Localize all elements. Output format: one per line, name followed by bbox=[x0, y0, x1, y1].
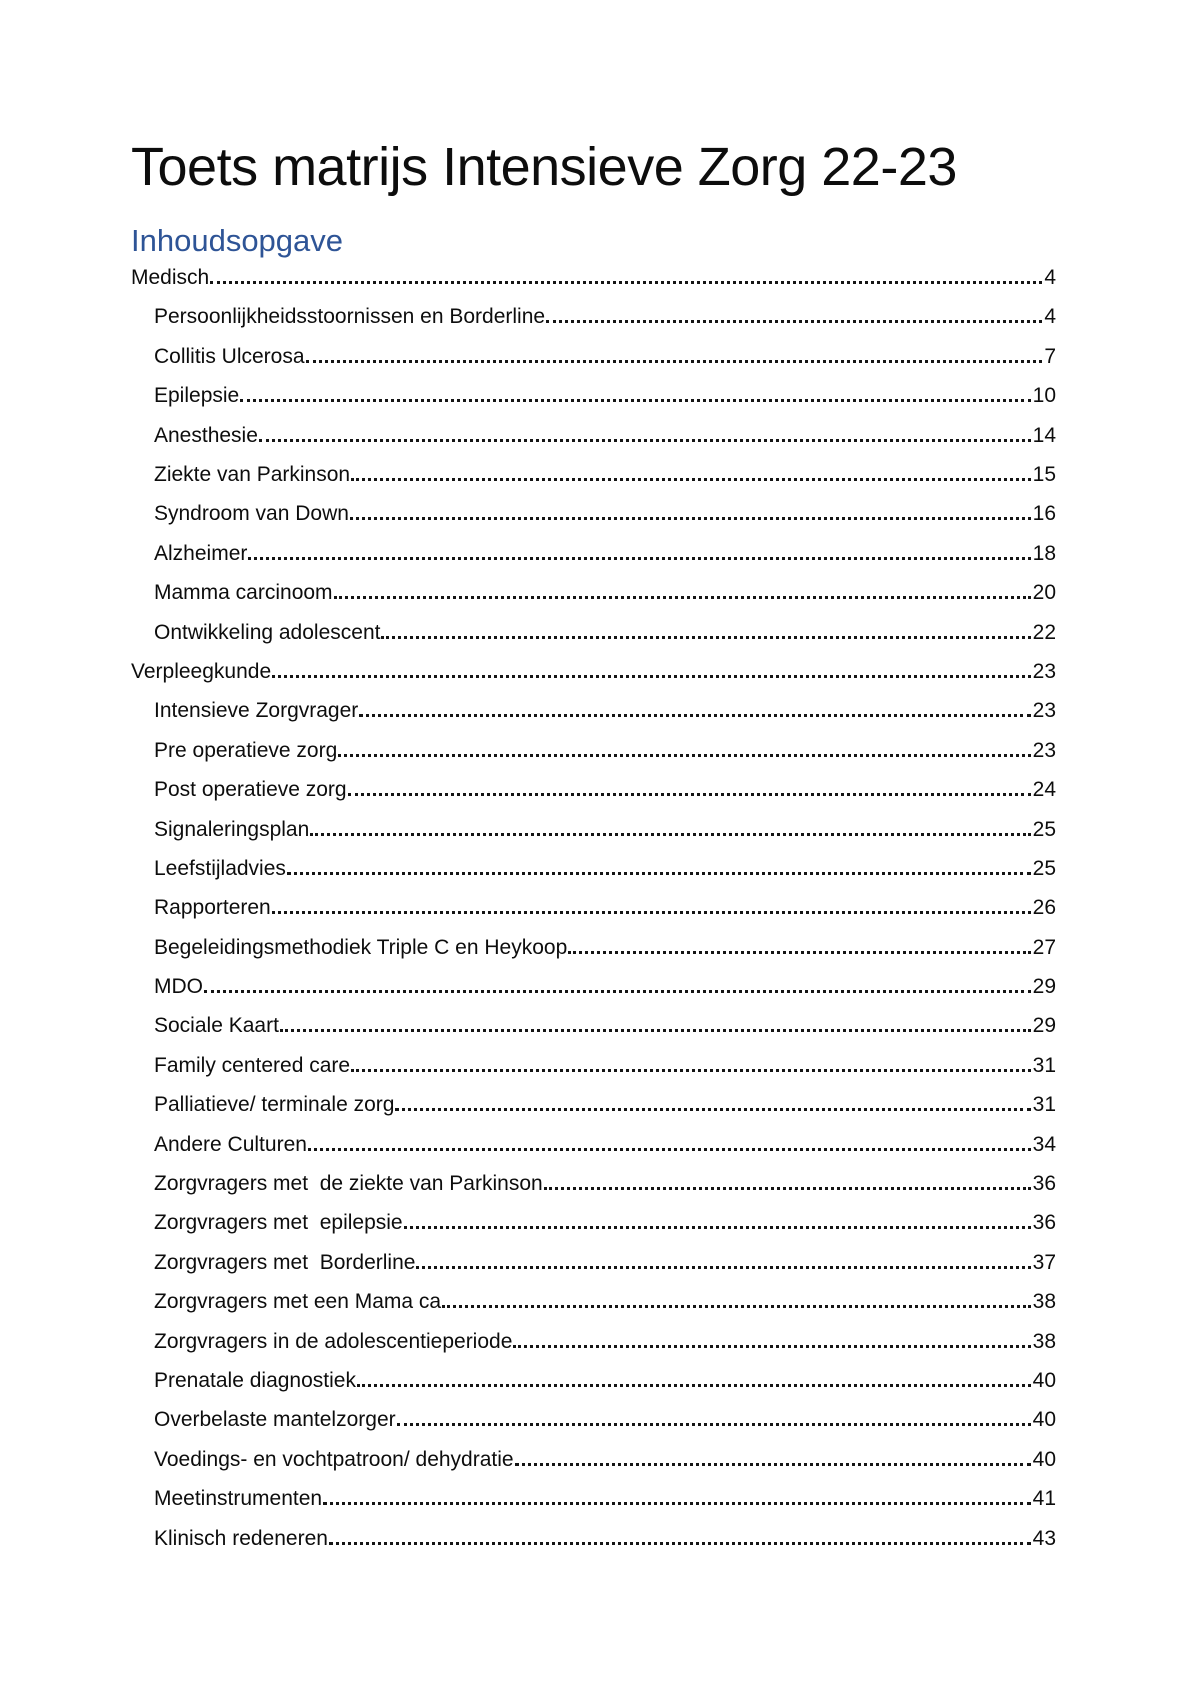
toc-entry[interactable] bbox=[131, 297, 1056, 336]
toc-entry-page: 31 bbox=[1032, 1053, 1056, 1077]
toc-entry-label: Prenatale diagnostiek bbox=[154, 1368, 356, 1392]
toc-entry-page: 38 bbox=[1032, 1290, 1056, 1314]
toc-dot-leader bbox=[348, 793, 1031, 796]
toc-entry-page: 23 bbox=[1032, 699, 1056, 723]
toc-entry[interactable] bbox=[131, 810, 1056, 849]
toc-entry-page: 22 bbox=[1032, 620, 1056, 644]
toc-entry-label: Leefstijladvies bbox=[154, 856, 286, 880]
toc-entry-page: 34 bbox=[1032, 1132, 1056, 1156]
toc-dot-leader bbox=[308, 1148, 1031, 1151]
toc-dot-leader bbox=[357, 1384, 1031, 1387]
toc-dot-leader bbox=[351, 1069, 1031, 1072]
page-title: Toets matrijs Intensieve Zorg 22-23 bbox=[131, 137, 957, 197]
toc-entry-label: Zorgvragers met Borderline bbox=[154, 1250, 416, 1274]
toc-dot-leader bbox=[395, 1108, 1030, 1111]
toc-dot-leader bbox=[210, 281, 1042, 284]
toc-entry-label: Andere Culturen bbox=[154, 1132, 307, 1156]
toc-entry[interactable] bbox=[131, 691, 1056, 730]
toc-dot-leader bbox=[397, 1423, 1031, 1426]
toc-entry-label: Collitis Ulcerosa bbox=[154, 344, 305, 368]
toc-dot-leader bbox=[338, 754, 1030, 757]
toc-entry[interactable] bbox=[131, 888, 1056, 927]
toc-entry-page: 43 bbox=[1032, 1526, 1056, 1550]
toc-entry[interactable] bbox=[131, 652, 1056, 691]
toc-entry[interactable] bbox=[131, 258, 1056, 297]
toc-dot-leader bbox=[416, 1266, 1030, 1269]
toc-entry-page: 10 bbox=[1032, 384, 1056, 408]
toc-entry-label: Ziekte van Parkinson bbox=[154, 463, 351, 486]
toc-entry[interactable] bbox=[131, 1479, 1056, 1518]
toc-entry-label: Overbelaste mantelzorger bbox=[154, 1408, 396, 1432]
toc-dot-leader bbox=[568, 951, 1030, 954]
toc-entry[interactable] bbox=[131, 1519, 1056, 1558]
toc-entry-page: 38 bbox=[1032, 1329, 1056, 1353]
toc-dot-leader bbox=[442, 1305, 1031, 1308]
toc-dot-leader bbox=[248, 557, 1030, 560]
toc-entry-label: Medisch bbox=[131, 266, 210, 290]
toc-entry[interactable] bbox=[131, 731, 1056, 770]
toc-entry-label: Voedings- en vochtpatroon/ dehydratie bbox=[154, 1447, 514, 1471]
toc-entry-page: 40 bbox=[1032, 1447, 1056, 1471]
toc-entry-label: Anesthesie bbox=[154, 423, 258, 447]
toc-dot-leader bbox=[515, 1463, 1031, 1466]
toc-entry[interactable] bbox=[131, 573, 1056, 612]
toc-entry-page: 7 bbox=[1044, 344, 1056, 368]
toc-entry[interactable] bbox=[131, 1361, 1056, 1400]
toc-entry-page: 4 bbox=[1044, 266, 1056, 290]
toc-entry-label: Zorgvragers met de ziekte van Parkinson bbox=[154, 1172, 543, 1196]
toc-entry-page: 25 bbox=[1032, 817, 1056, 841]
toc-dot-leader bbox=[259, 439, 1031, 442]
toc-entry-page: 18 bbox=[1032, 541, 1056, 565]
toc-entry[interactable] bbox=[131, 1400, 1056, 1439]
toc-dot-leader bbox=[323, 1502, 1031, 1505]
toc-entry-label: Meetinstrumenten bbox=[154, 1487, 323, 1511]
toc-entry-page: 20 bbox=[1032, 581, 1056, 605]
toc-entry-label: Persoonlijkheidsstoornissen en Borderline bbox=[154, 305, 546, 329]
toc-entry-label: Begeleidingsmethodiek Triple C en Heykoop bbox=[154, 935, 568, 959]
toc-entry[interactable] bbox=[131, 1125, 1056, 1164]
toc-entry-page: 36 bbox=[1032, 1211, 1056, 1235]
toc-entry-label: Palliatieve/ terminale zorg bbox=[154, 1093, 395, 1117]
toc-dot-leader bbox=[240, 399, 1030, 402]
toc-entry[interactable] bbox=[131, 770, 1056, 809]
toc-entry[interactable] bbox=[131, 849, 1056, 888]
toc-dot-leader bbox=[359, 714, 1030, 717]
toc-entry[interactable] bbox=[131, 1006, 1056, 1045]
toc-dot-leader bbox=[351, 478, 1031, 481]
toc-entry-label: Sociale Kaart bbox=[154, 1014, 279, 1038]
toc-entry[interactable] bbox=[131, 1440, 1056, 1479]
toc-entry-label: Post operatieve zorg bbox=[154, 778, 347, 802]
toc-dot-leader bbox=[280, 1029, 1031, 1032]
toc-entry[interactable] bbox=[131, 455, 1056, 494]
toc-entry-page: 24 bbox=[1032, 778, 1056, 802]
toc-entry-label: Klinisch redeneren bbox=[154, 1526, 328, 1550]
toc-dot-leader bbox=[513, 1345, 1030, 1348]
toc-entry-page: 40 bbox=[1032, 1408, 1056, 1432]
toc-entry[interactable] bbox=[131, 613, 1056, 652]
toc-entry-label: Alzheimer bbox=[154, 541, 248, 565]
toc-entry-label: Intensieve Zorgvrager bbox=[154, 699, 359, 723]
toc-dot-leader bbox=[334, 596, 1031, 599]
toc-dot-leader bbox=[306, 360, 1043, 363]
toc-dot-leader bbox=[310, 833, 1030, 836]
toc-entry-page: 40 bbox=[1032, 1368, 1056, 1392]
toc-entry-label: MDO bbox=[154, 975, 203, 999]
toc-entry[interactable] bbox=[131, 1164, 1056, 1203]
toc-entry[interactable] bbox=[131, 1046, 1056, 1085]
toc-entry-label: Zorgvragers met een Mama ca bbox=[154, 1290, 442, 1314]
toc-entry-page: 31 bbox=[1032, 1093, 1056, 1117]
toc-dot-leader bbox=[204, 990, 1031, 993]
toc-entry[interactable] bbox=[131, 376, 1056, 415]
toc-entry-label: Verpleegkunde bbox=[131, 659, 272, 683]
toc-entry-page: 29 bbox=[1032, 975, 1056, 999]
toc-entry-label: Family centered care bbox=[154, 1053, 351, 1077]
toc-entry-page: 25 bbox=[1032, 856, 1056, 880]
toc-dot-leader bbox=[404, 1226, 1031, 1229]
toc-entry-label: Epilepsie bbox=[154, 384, 240, 408]
toc-dot-leader bbox=[272, 675, 1031, 678]
toc-entry[interactable] bbox=[131, 1282, 1056, 1321]
toc-entry-page: 36 bbox=[1032, 1172, 1056, 1196]
toc-entry[interactable] bbox=[131, 1085, 1056, 1124]
toc-entry[interactable] bbox=[131, 494, 1056, 533]
toc-dot-leader bbox=[329, 1542, 1031, 1545]
toc-entry[interactable] bbox=[131, 1203, 1056, 1242]
toc-entry-page: 41 bbox=[1032, 1487, 1056, 1511]
toc-entry-label: Syndroom van Down bbox=[154, 502, 349, 526]
toc-entry-page: 23 bbox=[1032, 659, 1056, 683]
toc-entry-page: 16 bbox=[1032, 502, 1056, 526]
toc-entry-page: 23 bbox=[1032, 738, 1056, 762]
toc-dot-leader bbox=[544, 1187, 1031, 1190]
toc-dot-leader bbox=[381, 636, 1030, 639]
toc-entry[interactable] bbox=[131, 967, 1056, 1006]
toc-entry-page: 37 bbox=[1032, 1250, 1056, 1274]
toc-entry-label: Pre operatieve zorg bbox=[154, 738, 338, 762]
toc-entry-page: 26 bbox=[1032, 896, 1056, 920]
toc-dot-leader bbox=[546, 320, 1042, 323]
toc-entry-label: Rapporteren bbox=[154, 896, 271, 920]
toc-entry[interactable] bbox=[131, 1322, 1056, 1361]
toc-entry[interactable] bbox=[131, 1243, 1056, 1282]
toc-entry[interactable] bbox=[131, 416, 1056, 455]
toc-dot-leader bbox=[350, 517, 1031, 520]
toc-entry-label: Signaleringsplan bbox=[154, 817, 310, 841]
toc-entry-page: 15 bbox=[1032, 463, 1056, 486]
toc-entry-label: Ontwikkeling adolescent bbox=[154, 620, 381, 644]
toc-entry[interactable] bbox=[131, 534, 1056, 573]
toc-entry-page: 4 bbox=[1044, 305, 1056, 329]
toc-dot-leader bbox=[272, 911, 1031, 914]
toc-entry-label: Zorgvragers in de adolescentieperiode bbox=[154, 1329, 513, 1353]
table-of-contents bbox=[131, 258, 1056, 1558]
toc-heading: Inhoudsopgave bbox=[131, 222, 344, 258]
toc-entry-label: Zorgvragers met epilepsie bbox=[154, 1211, 403, 1235]
toc-entry[interactable] bbox=[131, 928, 1056, 967]
toc-dot-leader bbox=[287, 872, 1031, 875]
toc-entry-page: 14 bbox=[1032, 423, 1056, 447]
toc-entry-page: 27 bbox=[1032, 935, 1056, 959]
toc-entry[interactable] bbox=[131, 337, 1056, 376]
toc-entry-label: Mamma carcinoom bbox=[154, 581, 333, 605]
toc-entry-page: 29 bbox=[1032, 1014, 1056, 1038]
